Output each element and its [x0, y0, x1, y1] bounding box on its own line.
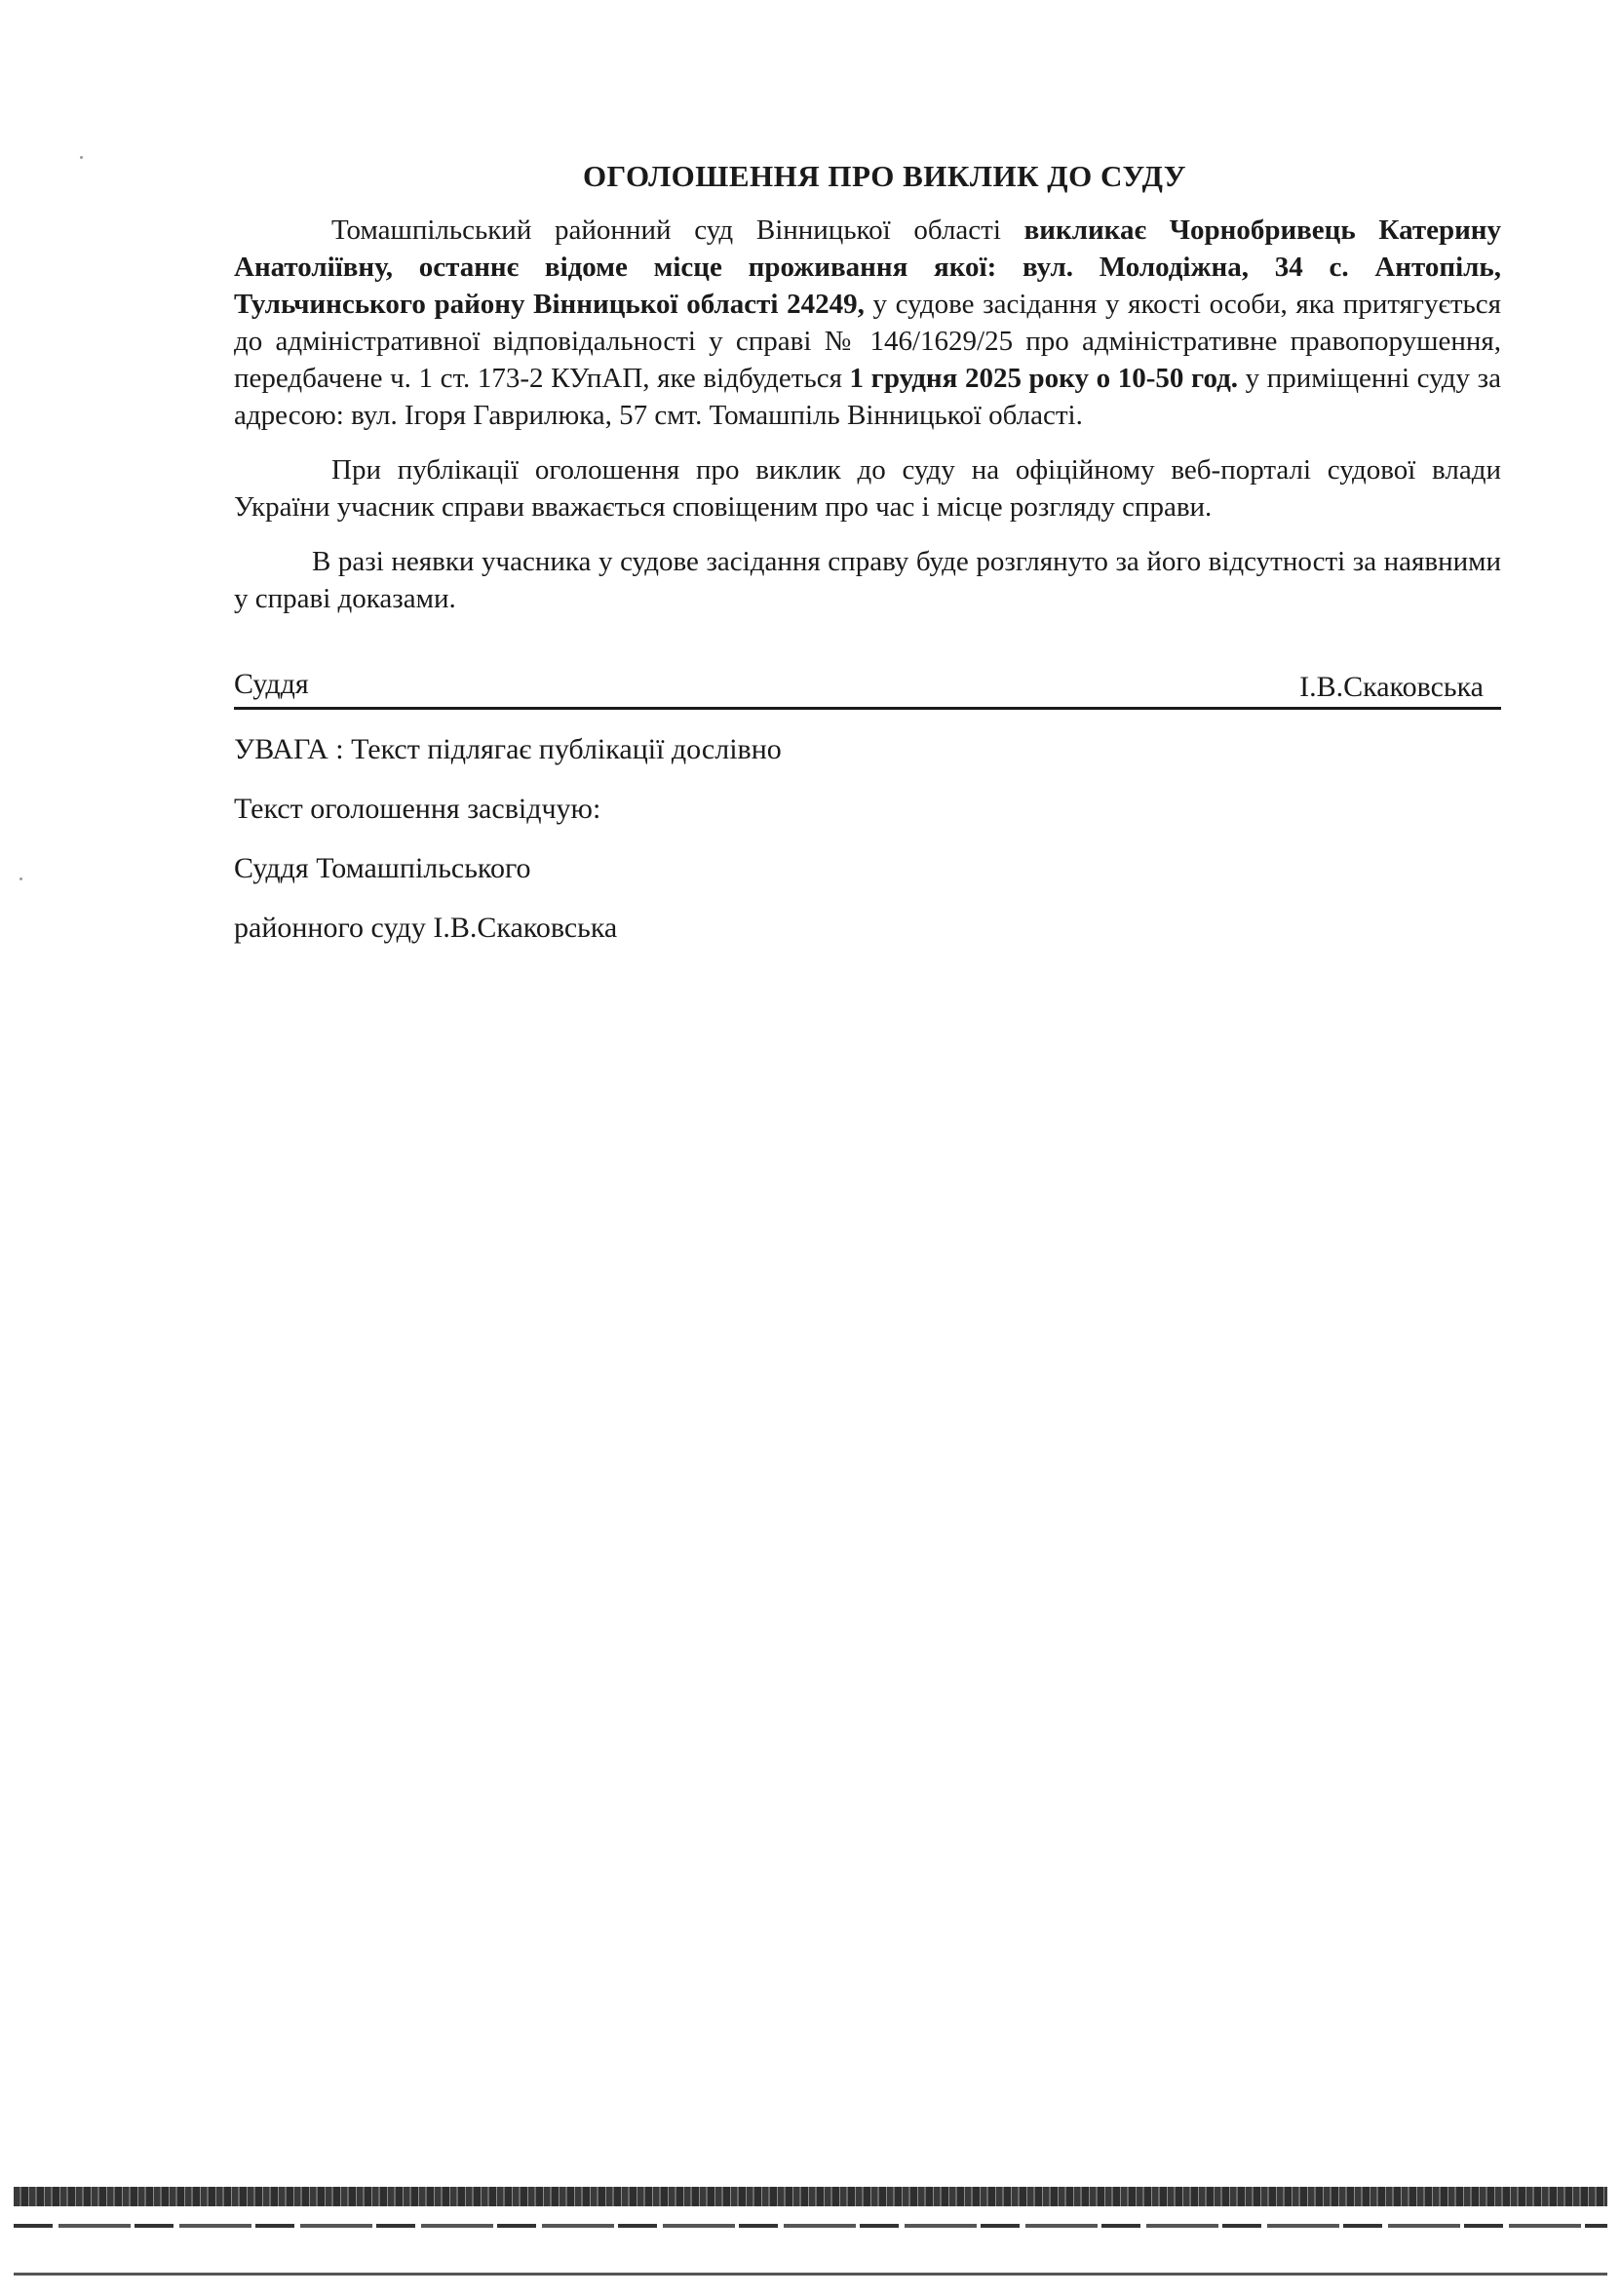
document-body	[234, 151, 1501, 969]
summoned-person-text: викликає Чорнобривець Катерину Анатоліївну, останнє відоме місце проживання якої: вул. Молодіжна, 34 с. Антопіль, Тульчинського району Вінницької області 24249,	[234, 214, 1501, 320]
summons-paragraph	[234, 212, 1501, 434]
judge-role-label: Суддя	[234, 668, 309, 700]
scanner-artifact-line	[14, 2273, 1607, 2276]
case-details-text: у судове засідання у якості особи, яка притягується до адміністративної відповідальності у справі № 146/1629/25 про адміністративне правопорушення, передбачене ч. 1 ст. 173-2 КУпАП, яке відбудеться	[234, 289, 1501, 394]
certification-notes	[234, 731, 1501, 969]
publication-notice-paragraph: При публікації оголошення про виклик до суду на офіційному веб-порталі судової влади України учасник справи вважається сповіщеним про час і місце розгляду справи.	[234, 454, 1501, 523]
note-line: районного суду І.В.Скаковська	[234, 912, 618, 944]
court-name-text: Томашпільський районний суд Вінницької області	[331, 214, 1024, 246]
scan-speck	[19, 877, 22, 880]
absence-notice-paragraph: В разі неявки учасника у судове засідання справу буде розглянуто за його відсутності за наявними у справі доказами.	[234, 546, 1501, 614]
scanner-artifact-line	[14, 2224, 1607, 2228]
document-title: ОГОЛОШЕННЯ ПРО ВИКЛИК ДО СУДУ	[582, 159, 1187, 193]
scan-speck	[80, 156, 83, 159]
judge-name: І.В.Скаковська	[1299, 671, 1484, 703]
court-address-text: у приміщенні суду за адресою: вул. Ігоря Гаврилюка, 57 смт. Томашпіль Вінницької області.	[234, 363, 1501, 431]
note-line: Суддя Томашпільського	[234, 852, 531, 884]
signature-line	[234, 668, 1501, 710]
hearing-datetime-text: 1 грудня 2025 року о 10-50 год.	[849, 363, 1239, 394]
note-line: УВАГА : Текст підлягає публікації дослівно	[234, 733, 782, 765]
scanner-artifact-band	[14, 2187, 1607, 2206]
note-line: Текст оголошення засвідчую:	[234, 793, 601, 825]
